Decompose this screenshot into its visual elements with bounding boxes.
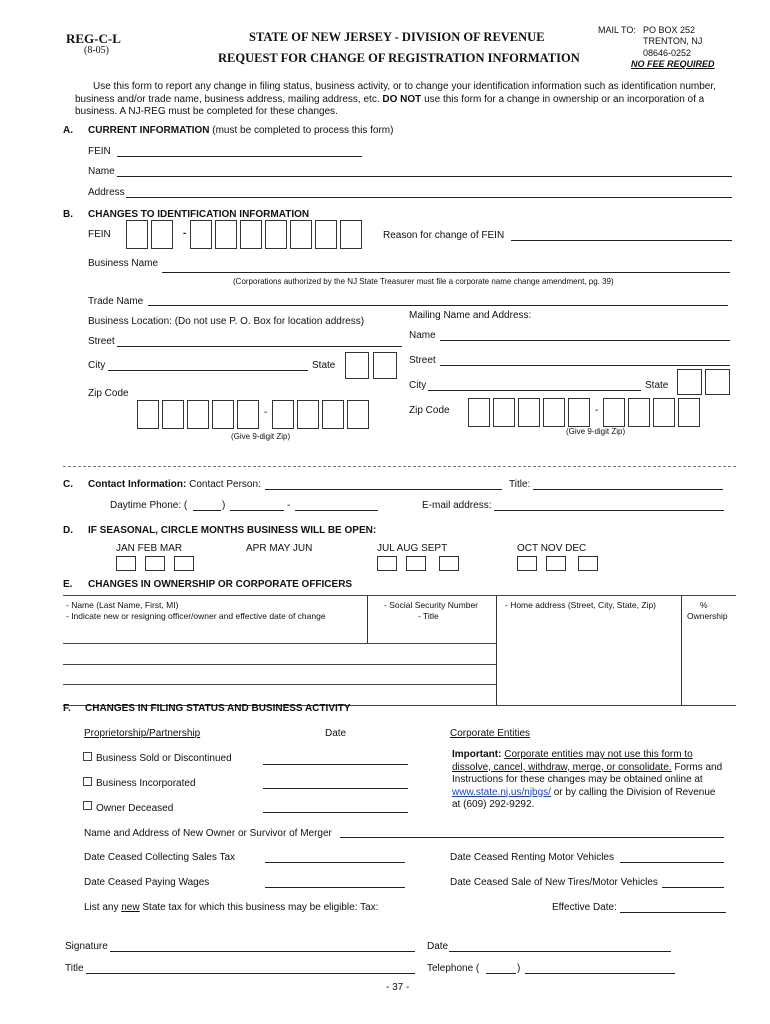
- corp-name-note: (Corporations authorized by the NJ State Treasurer must file a corporate name change amendment, pg. 39): [233, 277, 614, 286]
- col-name-subheader: - Indicate new or resigning officer/owner and effective date of change: [66, 611, 326, 621]
- mailing-zip-box[interactable]: [518, 398, 540, 427]
- fein-digit-box[interactable]: [151, 220, 173, 249]
- corporate-entities-heading: Corporate Entities: [450, 728, 531, 739]
- mail-to-label: MAIL TO:: [598, 25, 636, 35]
- wages-label: Date Ceased Paying Wages: [84, 877, 210, 888]
- ownership-row-line[interactable]: [63, 664, 496, 665]
- mailing-zip-box[interactable]: [568, 398, 590, 427]
- motor-vehicles-label: Date Ceased Renting Motor Vehicles: [450, 852, 614, 863]
- section-e-letter: E.: [63, 579, 73, 590]
- survivor-field[interactable]: [340, 837, 724, 838]
- mailing-city-label: City: [409, 380, 427, 391]
- business-sold-label: Business Sold or Discontinued: [96, 753, 232, 764]
- contact-person-field[interactable]: [265, 489, 502, 490]
- location-city-label: City: [88, 360, 106, 371]
- month-box[interactable]: [406, 556, 426, 571]
- trade-name-field[interactable]: [148, 305, 728, 306]
- fein-dash: -: [183, 228, 187, 239]
- month-box[interactable]: [377, 556, 397, 571]
- contact-title-label: Title:: [509, 479, 531, 490]
- phone-dash: -: [287, 500, 291, 511]
- location-zip-box[interactable]: [297, 400, 319, 429]
- col-name-header: - Name (Last Name, First, MI): [66, 600, 179, 610]
- location-zip-box[interactable]: [272, 400, 294, 429]
- contact-person-label: Contact Information: Contact Person:: [88, 479, 261, 490]
- mailing-street-label: Street: [409, 355, 436, 366]
- location-city-field[interactable]: [108, 370, 308, 371]
- owner-deceased-label: Owner Deceased: [96, 803, 174, 814]
- reason-fein-field[interactable]: [511, 240, 732, 241]
- contact-title-field[interactable]: [533, 489, 723, 490]
- mail-address-line1: PO BOX 252: [643, 25, 696, 35]
- telephone-close-paren: ): [517, 963, 521, 974]
- location-state-label: State: [312, 360, 336, 371]
- form-title-line1: STATE OF NEW JERSEY - DIVISION OF REVENUE: [249, 30, 545, 44]
- business-location-label: Business Location: (Do not use P. O. Box for location address): [88, 316, 365, 327]
- sales-tax-label: Date Ceased Collecting Sales Tax: [84, 852, 236, 863]
- effective-date-label: Effective Date:: [552, 902, 617, 913]
- corporate-important-note: Important: Corporate entities may not use this form to dissolve, cancel, withdraw, merge, or consolidate. Forms and Instructions for these changes may be obtained online at www.state.nj.us/njbgs/ or by calling the Division of Revenue at (609) 292-9292.: [452, 749, 723, 810]
- mailing-state-label: State: [645, 380, 669, 391]
- signer-title-field[interactable]: [86, 973, 415, 974]
- form-title-line2: REQUEST FOR CHANGE OF REGISTRATION INFORMATION: [218, 51, 580, 65]
- mailing-zip-label: Zip Code: [409, 405, 450, 416]
- trade-name-label: Trade Name: [88, 296, 144, 307]
- month-box[interactable]: [517, 556, 537, 571]
- mailing-zip-box[interactable]: [493, 398, 515, 427]
- signer-title-label: Title: [65, 963, 84, 974]
- date-heading: Date: [325, 728, 347, 739]
- business-name-field[interactable]: [162, 272, 730, 273]
- section-a-heading: CURRENT INFORMATION (must be completed to process this form): [88, 125, 394, 136]
- fein-digit-box[interactable]: [215, 220, 237, 249]
- mailing-zip-box[interactable]: [653, 398, 675, 427]
- col-ownership-header: Ownership: [687, 611, 728, 621]
- section-a-letter: A.: [63, 125, 73, 136]
- mailing-zip-box[interactable]: [603, 398, 625, 427]
- fein-digit-box[interactable]: [240, 220, 262, 249]
- mailing-zip-box[interactable]: [678, 398, 700, 427]
- survivor-label: Name and Address of New Owner or Survivor of Merger: [84, 828, 332, 839]
- owner-deceased-checkbox[interactable]: [83, 801, 92, 810]
- section-b-letter: B.: [63, 209, 73, 220]
- location-zip-box[interactable]: [212, 400, 234, 429]
- form-id: REG-C-L: [66, 31, 121, 46]
- daytime-phone-label: Daytime Phone: (: [110, 500, 188, 511]
- section-b-heading: CHANGES TO IDENTIFICATION INFORMATION: [88, 209, 310, 220]
- new-fein-label: FEIN: [88, 229, 111, 240]
- location-zip-box[interactable]: [322, 400, 344, 429]
- table-col-divider: [681, 596, 682, 706]
- section-f-heading: CHANGES IN FILING STATUS AND BUSINESS ACTIVITY: [85, 703, 351, 714]
- current-name-field[interactable]: [117, 176, 732, 177]
- mailing-city-field[interactable]: [428, 390, 641, 391]
- email-label: E-mail address:: [422, 500, 492, 511]
- location-street-label: Street: [88, 336, 115, 347]
- effective-date-field[interactable]: [620, 912, 726, 913]
- proprietorship-heading: Proprietorship/Partnership: [84, 728, 201, 739]
- section-d-heading: IF SEASONAL, CIRCLE MONTHS BUSINESS WILL BE OPEN:: [88, 525, 377, 536]
- month-box[interactable]: [145, 556, 165, 571]
- month-box[interactable]: [546, 556, 566, 571]
- mailing-zip-dash: -: [595, 405, 599, 416]
- wages-date-field[interactable]: [265, 887, 405, 888]
- mail-address-line3: 08646-0252: [643, 48, 692, 58]
- signature-label: Signature: [65, 941, 108, 952]
- section-divider: [63, 466, 736, 467]
- phone-close-paren: ): [222, 500, 226, 511]
- form-date: (8-05): [84, 45, 109, 56]
- location-state-box[interactable]: [373, 352, 397, 379]
- mailing-state-box[interactable]: [705, 369, 730, 395]
- telephone-label: Telephone (: [427, 963, 480, 974]
- signature-field[interactable]: [110, 951, 415, 952]
- motor-vehicles-date-field[interactable]: [620, 862, 724, 863]
- mailing-zip-note: (Give 9-digit Zip): [566, 427, 626, 436]
- current-fein-label: FEIN: [88, 146, 111, 157]
- no-fee-label: NO FEE REQUIRED: [631, 59, 715, 69]
- fein-digit-box[interactable]: [315, 220, 337, 249]
- months-q4-label: OCT NOV DEC: [517, 543, 587, 554]
- mailing-zip-box[interactable]: [468, 398, 490, 427]
- mailing-name-label: Name: [409, 330, 436, 341]
- sign-date-label: Date: [427, 941, 449, 952]
- col-ssn-header: - Social Security Number: [384, 600, 479, 610]
- sales-tax-date-field[interactable]: [265, 862, 405, 863]
- location-zip-note: (Give 9-digit Zip): [231, 432, 291, 441]
- mailing-zip-box[interactable]: [628, 398, 650, 427]
- phone-number-field[interactable]: [295, 510, 378, 511]
- business-incorporated-date-field[interactable]: [263, 788, 408, 789]
- current-name-label: Name: [88, 166, 115, 177]
- section-d-letter: D.: [63, 525, 73, 536]
- location-state-box[interactable]: [345, 352, 369, 379]
- location-zip-box[interactable]: [187, 400, 209, 429]
- months-q1-label: JAN FEB MAR: [116, 543, 183, 554]
- tires-date-field[interactable]: [662, 887, 724, 888]
- current-fein-field[interactable]: [117, 156, 362, 157]
- fein-digit-box[interactable]: [290, 220, 312, 249]
- reason-fein-label: Reason for change of FEIN: [383, 230, 505, 241]
- intro-paragraph: Use this form to report any change in filing status, business activity, or to change your identification information such as identification number, business and/or trade name, business address, mailing address, etc. DO NOT use this form for a change in ownership or an incorporation of a business. A NJ-REG must be completed for these changes.: [75, 81, 716, 117]
- ownership-table-top: [63, 595, 736, 596]
- location-zip-box[interactable]: [237, 400, 259, 429]
- phone-area-code-field[interactable]: [193, 510, 221, 511]
- email-field[interactable]: [494, 510, 724, 511]
- business-incorporated-checkbox[interactable]: [83, 777, 92, 786]
- month-box[interactable]: [116, 556, 136, 571]
- section-f-letter: F.: [63, 703, 71, 714]
- current-address-label: Address: [88, 187, 125, 198]
- fein-digit-box[interactable]: [190, 220, 212, 249]
- sign-date-field[interactable]: [449, 951, 671, 952]
- mailing-state-box[interactable]: [677, 369, 702, 395]
- location-zip-box[interactable]: [162, 400, 184, 429]
- col-ownership-pct: %: [700, 600, 708, 610]
- location-zip-box[interactable]: [137, 400, 159, 429]
- phone-prefix-field[interactable]: [230, 510, 284, 511]
- mailing-address-label: Mailing Name and Address:: [409, 310, 532, 321]
- location-zip-box[interactable]: [347, 400, 369, 429]
- telephone-number-field[interactable]: [525, 973, 675, 974]
- section-c-letter: C.: [63, 479, 73, 490]
- month-box[interactable]: [578, 556, 598, 571]
- ownership-row-line[interactable]: [63, 643, 496, 644]
- owner-deceased-date-field[interactable]: [263, 812, 408, 813]
- tires-label: Date Ceased Sale of New Tires/Motor Vehicles: [450, 877, 658, 888]
- section-e-heading: CHANGES IN OWNERSHIP OR CORPORATE OFFICERS: [88, 579, 353, 590]
- business-sold-date-field[interactable]: [263, 764, 408, 765]
- mailing-zip-box[interactable]: [543, 398, 565, 427]
- mailing-name-field[interactable]: [440, 340, 730, 341]
- ownership-row-line[interactable]: [63, 684, 496, 685]
- business-name-label: Business Name: [88, 258, 159, 269]
- mail-address-line2: TRENTON, NJ: [643, 36, 703, 46]
- eligible-tax-label: List any new State tax for which this business may be eligible: Tax:: [84, 902, 379, 913]
- months-q2-label: APR MAY JUN: [246, 543, 313, 554]
- telephone-area-field[interactable]: [486, 973, 516, 974]
- month-box[interactable]: [439, 556, 459, 571]
- mailing-street-field[interactable]: [440, 365, 730, 366]
- location-zip-dash: -: [264, 407, 268, 418]
- table-col-divider: [367, 596, 368, 643]
- col-address-header: - Home address (Street, City, State, Zip): [505, 600, 656, 610]
- fein-digit-box[interactable]: [265, 220, 287, 249]
- page-number: - 37 -: [386, 982, 410, 993]
- fein-digit-box[interactable]: [126, 220, 148, 249]
- col-title-header: - Title: [418, 611, 439, 621]
- fein-digit-box[interactable]: [340, 220, 362, 249]
- business-incorporated-label: Business Incorporated: [96, 778, 196, 789]
- current-address-field[interactable]: [126, 197, 732, 198]
- months-q3-label: JUL AUG SEPT: [377, 543, 448, 554]
- njbgs-link[interactable]: www.state.nj.us/njbgs/: [452, 786, 551, 798]
- location-street-field[interactable]: [117, 346, 402, 347]
- table-col-divider: [496, 596, 497, 706]
- business-sold-checkbox[interactable]: [83, 752, 92, 761]
- month-box[interactable]: [174, 556, 194, 571]
- location-zip-label: Zip Code: [88, 388, 129, 399]
